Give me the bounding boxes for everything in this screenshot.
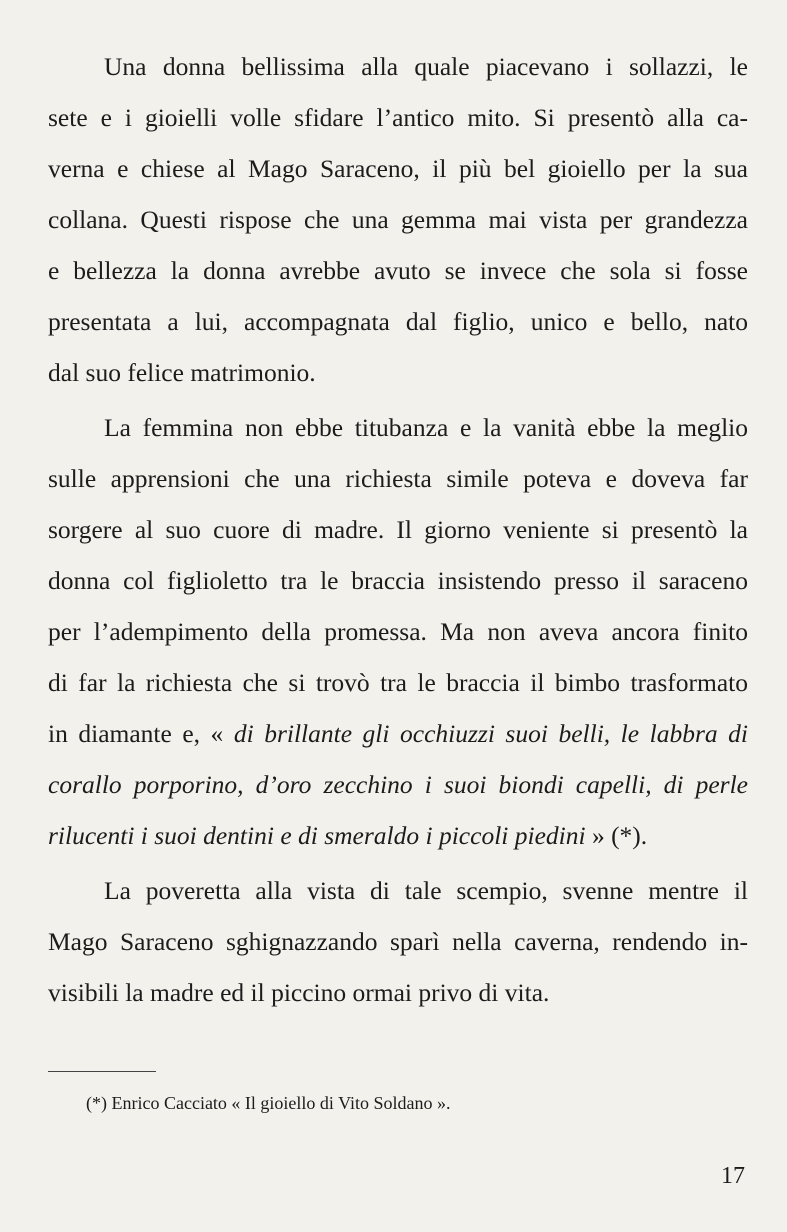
text-line: sorgere al suo cuore di madre. Il giorno veniente si presentò la	[48, 515, 748, 544]
text-line: visibili la madre ed il piccino ormai privo di vita.	[48, 978, 550, 1007]
text-line: Mago Saraceno sghignazzando sparì nella caverna, rendendo in-	[48, 927, 748, 956]
footnote: (*) Enrico Cacciato « Il gioiello di Vito Soldano ».	[86, 1093, 451, 1113]
roman-text: in diamante e, «	[48, 719, 234, 748]
text-line-mixed	[48, 821, 748, 851]
text-line: La femmina non ebbe titubanza e la vanità ebbe la meglio	[104, 413, 748, 442]
text-line: dal suo felice matrimonio.	[48, 358, 316, 387]
italic-quote: rilucenti i suoi dentini e di smeraldo i piccoli piedini	[48, 821, 586, 850]
roman-text: » (*).	[585, 821, 648, 850]
text-line: Una donna bellissima alla quale piacevano i sollazzi, le	[104, 52, 748, 81]
text-line: La poveretta alla vista di tale scempio, svenne mentre il	[104, 876, 748, 905]
text-line: sulle apprensioni che una richiesta simile poteva e doveva far	[48, 464, 748, 493]
text-line: di far la richiesta che si trovò tra le braccia il bimbo trasformato	[48, 668, 748, 697]
italic-quote: di brillante gli occhiuzzi suoi belli, le labbra di	[233, 719, 748, 748]
text-line: collana. Questi rispose che una gemma mai vista per grandezza	[48, 205, 748, 234]
text-line-mixed	[48, 719, 748, 749]
text-line: donna col figlioletto tra le braccia insistendo presso il saraceno	[48, 566, 748, 595]
page-number: 17	[721, 1163, 745, 1189]
text-line: presentata a lui, accompagnata dal figlio, unico e bello, nato	[48, 307, 748, 336]
text-line-italic	[48, 770, 748, 800]
text-line: per l’adempimento della promessa. Ma non aveva ancora finito	[48, 617, 748, 646]
italic-quote: corallo porporino, d’oro zecchino i suoi biondi capelli, di perle	[48, 770, 748, 799]
text-line: verna e chiese al Mago Saraceno, il più bel gioiello per la sua	[48, 154, 748, 183]
text-line: e bellezza la donna avrebbe avuto se invece che sola si fosse	[48, 256, 748, 285]
footnote-divider	[48, 1071, 156, 1072]
text-line: sete e i gioielli volle sfidare l’antico mito. Si presentò alla ca-	[48, 103, 748, 132]
